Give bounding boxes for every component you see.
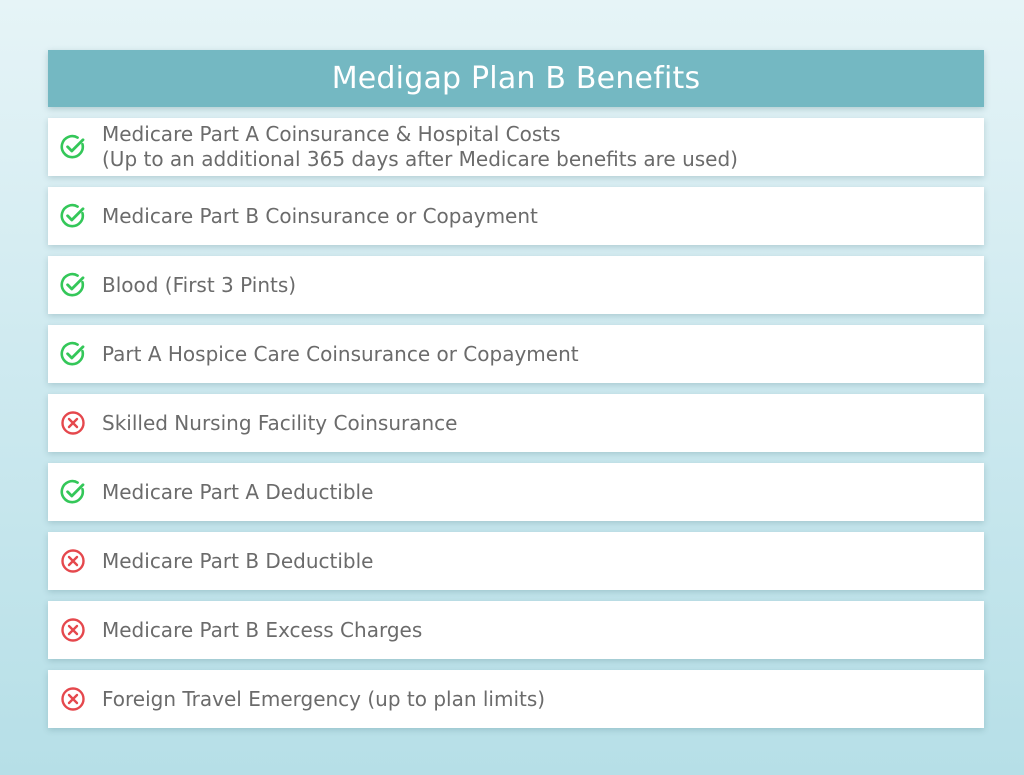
benefit-row <box>48 325 984 383</box>
benefit-row <box>48 532 984 590</box>
benefit-label-line: Part A Hospice Care Coinsurance or Copayment <box>102 341 579 366</box>
page-title: Medigap Plan B Benefits <box>331 61 701 96</box>
benefit-label <box>102 342 579 367</box>
benefit-label-line: Medicare Part B Coinsurance or Copayment <box>102 203 538 228</box>
benefit-label-line: (Up to an additional 365 days after Medicare benefits are used) <box>102 147 738 171</box>
benefit-row <box>48 463 984 521</box>
benefit-row <box>48 256 984 314</box>
benefit-label <box>102 618 422 643</box>
benefit-label-line: Medicare Part A Deductible <box>102 479 374 504</box>
benefit-label-line: Medicare Part A Coinsurance & Hospital Costs <box>102 122 561 146</box>
benefit-label-line: Foreign Travel Emergency (up to plan limits) <box>102 686 546 711</box>
check-circle-icon <box>59 340 87 368</box>
benefit-label <box>102 549 373 574</box>
benefit-label <box>102 122 738 172</box>
benefit-label <box>102 687 545 712</box>
header-bar <box>48 50 984 107</box>
check-circle-icon <box>59 478 87 506</box>
check-circle-icon <box>59 133 87 161</box>
benefit-row <box>48 670 984 728</box>
x-circle-icon <box>59 409 87 437</box>
benefit-label-line: Blood (First 3 Pints) <box>102 272 297 297</box>
check-circle-icon <box>59 271 87 299</box>
x-circle-icon <box>59 616 87 644</box>
benefit-label-line: Medicare Part B Deductible <box>102 548 374 573</box>
check-circle-icon <box>59 202 87 230</box>
benefits-list <box>48 118 984 728</box>
benefit-row <box>48 118 984 176</box>
benefit-row <box>48 394 984 452</box>
benefit-row <box>48 187 984 245</box>
benefit-label <box>102 273 296 298</box>
benefit-label <box>102 411 457 436</box>
x-circle-icon <box>59 547 87 575</box>
benefit-row <box>48 601 984 659</box>
benefit-label-line: Medicare Part B Excess Charges <box>102 617 423 642</box>
x-circle-icon <box>59 685 87 713</box>
benefit-label <box>102 204 538 229</box>
benefit-label <box>102 480 373 505</box>
benefit-label-line: Skilled Nursing Facility Coinsurance <box>102 410 458 435</box>
benefits-card <box>48 50 984 739</box>
